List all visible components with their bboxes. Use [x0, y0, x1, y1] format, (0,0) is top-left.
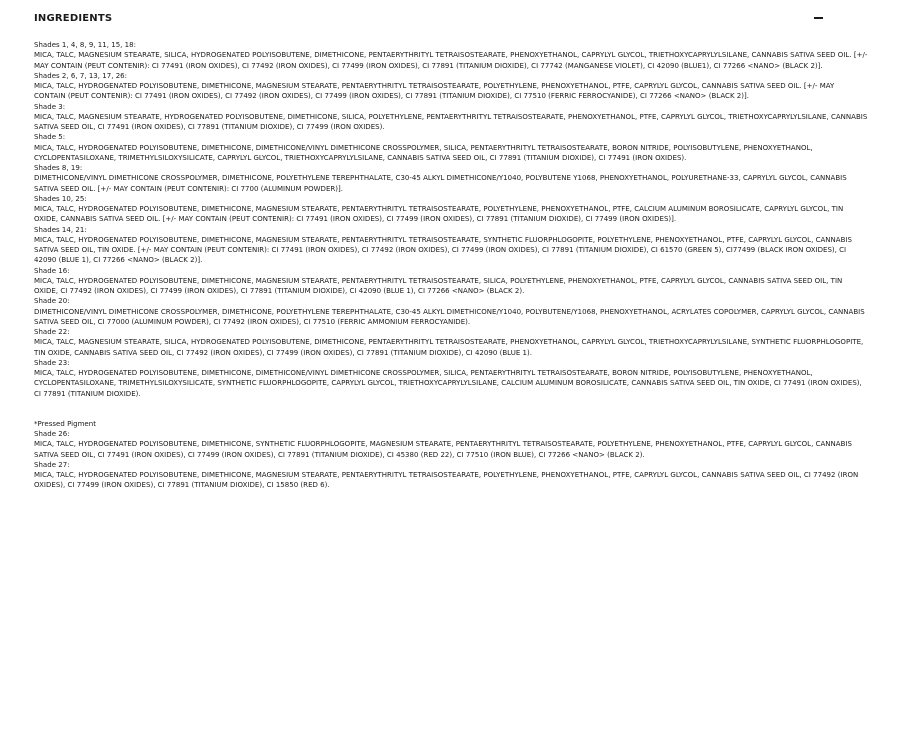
shade-group	[34, 225, 868, 266]
shade-ingredients: DIMETHICONE/VINYL DIMETHICONE CROSSPOLYMER, DIMETHICONE, POLYETHYLENE TEREPHTHALATE, C30-45 ALKYL DIMETHICONE/Y1040, POLYBUTENE/Y1068, PHENOXYETHANOL, ACRYLATES COPOLYMER, CAPRYLYL GLYCOL, CANNABIS SATIVA SEED OIL, CI 77000 (ALUMINUM POWDER), CI 77492 (IRON OXIDES), CI 77510 (FERRIC AMMONIUM FERROCYANIDE).	[34, 307, 865, 326]
shade-ingredients: MICA, TALC, MAGNESIUM STEARATE, SILICA, HYDROGENATED POLYISOBUTENE, DIMETHICONE, PENTAERYTHRITYL TETRAISOSTEARATE, PHENOXYETHANOL, CAPRYLYL GLYCOL, TRIETHOXYCAPRYLYLSILANE, SYNTHETIC FLUORPHLOGOPITE, TIN OXIDE, CANNABIS SATIVA SEED OIL, CI 77492 (IRON OXIDES), CI 77499 (IRON OXIDES), CI 77891 (TITANIUM DIOXIDE), CI 42090 (BLUE 1).	[34, 338, 864, 357]
ingredients-content	[34, 36, 868, 491]
shade-label: Shade 23:	[34, 358, 70, 367]
shade-ingredients: MICA, TALC, HYDROGENATED POLYISOBUTENE, DIMETHICONE, DIMETHICONE/VINYL DIMETHICONE CROSSPOLYMER, SILICA, PENTAERYTHRITYL TETRAISOSTEARATE, BORON NITRIDE, POLYISOBUTYLENE, PHENOXYETHANOL, CYCLOPENTASILOXANE, TRIMETHYLSILOXYSILICATE, SYNTHETIC FLUORPHLOGOPITE, CAPRYLYL GLYCOL, TRIETHOXYCAPRYLYLSILANE, CALCIUM ALUMINUM BOROSILICATE, CANNABIS SATIVA SEED OIL, TIN OXIDE, CI 77491 (IRON OXIDES), CI 77891 (TITANIUM DIOXIDE).	[34, 369, 862, 398]
shade-label: Shade 26:	[34, 430, 70, 438]
shade-label: Shade 22:	[34, 328, 70, 336]
shade-label: Shade 27:	[34, 460, 70, 469]
shade-group	[34, 327, 868, 358]
shade-ingredients: MICA, TALC, HYDROGENATED POLYISOBUTENE, DIMETHICONE, MAGNESIUM STEARATE, PENTAERYTHRITYL TETRAISOSTEARATE, POLYETHYLENE, PHENOXYETHANOL, PTFE, CAPRYLYL GLYCOL, CANNABIS SATIVA SEED OIL. [+/- MAY CONTAIN (PEUT CONTENIR): CI 77491 (IRON OXIDES), CI 77492 (IRON OXIDES), CI 77499 (IRON OXIDES), CI 77891 (TITANIUM DIOXIDE), CI 77510 (FERRIC FERROCYANIDE), CI 77266 <NANO> (BLACK 2)].	[34, 82, 835, 101]
shade-group	[34, 429, 868, 460]
shade-ingredients: MICA, TALC, MAGNESIUM STEARATE, SILICA, HYDROGENATED POLYISOBUTENE, DIMETHICONE, PENTAERYTHRITYL TETRAISOSTEARATE, PHENOXYETHANOL, CAPRYLYL GLYCOL, TRIETHOXYCAPRYLYLSILANE, CANNABIS SATIVA SEED OIL. [+/- MAY CONTAIN (PEUT CONTENIR): CI 77491 (IRON OXIDES), CI 77492 (IRON OXIDES), CI 77499 (IRON OXIDES), CI 77891 (TITANIUM DIOXIDE), CI 77742 (MANGANESE VIOLET), CI 42090 (BLUE1), CI 77266 <NANO> (BLACK 2)].	[34, 51, 868, 70]
shade-group	[34, 460, 868, 491]
shade-ingredients: MICA, TALC, HYDROGENATED POLYISOBUTENE, DIMETHICONE, MAGNESIUM STEARATE, PENTAERYTHRITYL TETRAISOSTEARATE, POLYETHYLENE, PHENOXYETHANOL, PTFE, CALCIUM ALUMINUM BOROSILICATE, CAPRYLYL GLYCOL, TIN OXIDE, CANNABIS SATIVA SEED OIL. [+/- MAY CONTAIN (PEUT CONTENIR): CI 77491 (IRON OXIDES), CI 77499 (IRON OXIDES), CI 77891 (TITANIUM DIOXIDE), CI 77499 (IRON OXIDES)].	[34, 205, 844, 224]
shade-label: Shades 8, 19:	[34, 164, 83, 172]
shade-group	[34, 358, 868, 399]
section-spacer	[34, 399, 868, 419]
shade-label: Shades 1, 4, 8, 9, 11, 15, 18:	[34, 41, 136, 49]
ingredients-header[interactable]	[34, 0, 868, 36]
shade-ingredients: MICA, TALC, HYDROGENATED POLYISOBUTENE, DIMETHICONE, DIMETHICONE/VINYL DIMETHICONE CROSSPOLYMER, SILICA, PENTAERYTHRITYL TETRAISOSTEARATE, BORON NITRIDE, POLYISOBUTYLENE, PHENOXYETHANOL, CYCLOPENTASILOXANE, TRIMETHYLSILOXYSILICATE, CAPRYLYL GLYCOL, TRIETHOXYCAPRYLYLSILANE, CANNABIS SATIVA SEED OIL, CI 77891 (TITANIUM DIOXIDE), CI 77491 (IRON OXIDES).	[34, 143, 813, 162]
shade-group	[34, 163, 868, 194]
pressed-shade-groups	[34, 429, 868, 491]
shade-group	[34, 102, 868, 133]
shade-ingredients: MICA, TALC, HYDROGENATED POLYISOBUTENE, DIMETHICONE, MAGNESIUM STEARATE, PENTAERYTHRITYL TETRAISOSTEARATE, SILICA, POLYETHYLENE, PHENOXYETHANOL, PTFE, CAPRYLYL GLYCOL, CANNABIS SATIVA SEED OIL, TIN OXIDE, CI 77492 (IRON OXIDES), CI 77499 (IRON OXIDES), CI 77891 (TITANIUM DIOXIDE), CI 42090 (BLUE 1), CI 77266 <NANO> (BLACK 2).	[34, 276, 843, 295]
shade-label: Shades 14, 21:	[34, 225, 87, 234]
shade-ingredients: MICA, TALC, HYDROGENATED POLYISOBUTENE, DIMETHICONE, MAGNESIUM STEARATE, PENTAERYTHRITYL TETRAISOSTEARATE, SYNTHETIC FLUORPHLOGOPITE, POLYETHYLENE, PHENOXYETHANOL, PTFE, CAPRYLYL GLYCOL, CANNABIS SATIVA SEED OIL, TIN OXIDE. [+/- MAY CONTAIN (PEUT CONTENIR): CI 77491 (IRON OXIDES), CI 77492 (IRON OXIDES), CI 77499 (IRON OXIDES), CI 77891 (TITANIUM DIOXIDE), CI 61570 (GREEN 5), CI77499 (BLACK IRON OXIDES), CI 42090 (BLUE 1), CI 77266 <NANO> (BLACK 2)].	[34, 235, 852, 265]
shade-ingredients: MICA, TALC, HYDROGENATED POLYISOBUTENE, DIMETHICONE, SYNTHETIC FLUORPHLOGOPITE, MAGNESIUM STEARATE, PENTAERYTHRITYL TETRAISOSTEARATE, POLYETHYLENE, PHENOXYETHANOL, PTFE, CAPRYLYL GLYCOL, CANNABIS SATIVA SEED OIL, CI 77491 (IRON OXIDES), CI 77499 (IRON OXIDES), CI 77891 (TITANIUM DIOXIDE), CI 45380 (RED 22), CI 77510 (IRON BLUE), CI 77266 <NANO> (BLACK 2).	[34, 440, 852, 459]
shade-label: Shade 16:	[34, 266, 70, 275]
shade-group	[34, 194, 868, 225]
shade-label: Shade 20:	[34, 297, 70, 306]
shade-groups	[34, 40, 868, 399]
shade-group	[34, 266, 868, 297]
shade-label: Shades 10, 25:	[34, 194, 87, 203]
shade-ingredients: MICA, TALC, MAGNESIUM STEARATE, HYDROGENATED POLYISOBUTENE, DIMETHICONE, SILICA, POLYETHYLENE, PENTAERYTHRITYL TETRAISOSTEARATE, PHENOXYETHANOL, PTFE, CAPRYLYL GLYCOL, TRIETHOXYCAPRYLYLSILANE, CANNABIS SATIVA SEED OIL, CI 77491 (IRON OXIDES), CI 77891 (TITANIUM DIOXIDE), CI 77499 (IRON OXIDES).	[34, 112, 868, 131]
shade-label: Shade 3:	[34, 102, 66, 111]
minus-icon[interactable]	[812, 12, 824, 24]
shade-ingredients: MICA, TALC, HYDROGENATED POLYISOBUTENE, DIMETHICONE, MAGNESIUM STEARATE, PENTAERYTHRITYL TETRAISOSTEARATE, POLYETHYLENE, PHENOXYETHANOL, PTFE, CAPRYLYL GLYCOL, CANNABIS SATIVA SEED OIL, CI 77492 (IRON OXIDES), CI 77499 (IRON OXIDES), CI 77891 (TITANIUM DIOXIDE), CI 15850 (RED 6).	[34, 471, 859, 490]
shade-ingredients: DIMETHICONE/VINYL DIMETHICONE CROSSPOLYMER, DIMETHICONE, POLYETHYLENE TEREPHTHALATE, C30-45 ALKYL DIMETHICONE/Y1040, POLYBUTENE Y1068, PHENOXYETHANOL, POLYURETHANE-33, CAPRYLYL GLYCOL, CANNABIS SATIVA SEED OIL. [+/- MAY CONTAIN (PEUT CONTENIR): CI 7700 (ALUMINUM POWDER)].	[34, 174, 847, 193]
shade-label: Shades 2, 6, 7, 13, 17, 26:	[34, 71, 128, 80]
shade-group	[34, 132, 868, 163]
pressed-pigment-note: *Pressed Pigment	[34, 419, 96, 428]
shade-group	[34, 71, 868, 102]
shade-label: Shade 5:	[34, 133, 66, 142]
ingredients-title: INGREDIENTS	[34, 12, 113, 24]
shade-group	[34, 296, 868, 327]
shade-group	[34, 40, 868, 71]
